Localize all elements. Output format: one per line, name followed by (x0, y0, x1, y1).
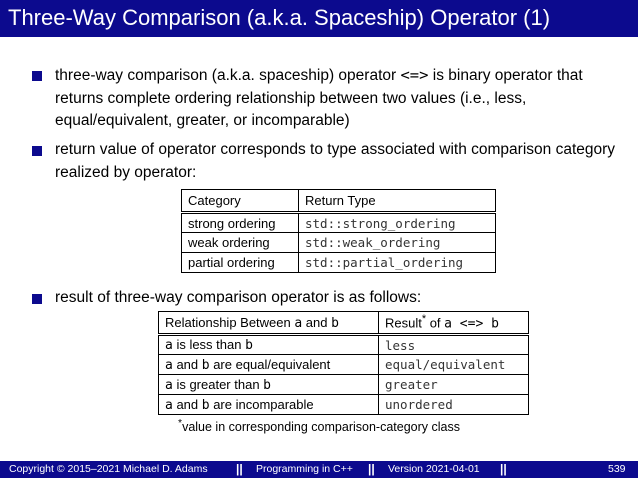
table-header-row (182, 190, 496, 213)
operand-code: b (263, 377, 271, 393)
header-text: of (426, 315, 445, 331)
page-number: 539 (608, 463, 626, 475)
footnote-marker: * (178, 418, 183, 429)
header-category: Category (182, 190, 299, 213)
category-cell: partial ordering (182, 253, 299, 273)
footnote-text: value in corresponding comparison-category class (182, 420, 460, 435)
result-table-body (159, 335, 529, 415)
relationship-text: are incomparable (209, 396, 314, 412)
footer-copyright: Copyright © 2015–2021 Michael D. Adams (9, 463, 208, 475)
bullet-1-pre: three-way comparison (a.k.a. spaceship) operator (55, 67, 401, 84)
footer-separator: || (500, 462, 507, 476)
bullet-text-2: return value of operator corresponds to type associated with comparison category realized by operator: (55, 141, 616, 181)
operand-code: b (201, 357, 210, 373)
footer-separator: || (236, 462, 243, 476)
table-row (159, 335, 529, 355)
title-bar (0, 0, 638, 37)
bullet-marker (32, 294, 42, 304)
header-code-a: a (294, 315, 303, 331)
table-header-row (159, 312, 529, 335)
result-table (158, 311, 529, 415)
relationship-text: is greater than (172, 376, 264, 392)
relationship-cell (159, 335, 379, 355)
operand-code: a (165, 377, 173, 393)
result-cell: less (379, 335, 529, 355)
operand-code: a (165, 357, 173, 373)
relationship-text: and (172, 356, 202, 372)
category-cell: weak ordering (182, 233, 299, 253)
header-result (379, 312, 529, 335)
return-type-cell: std::strong_ordering (299, 213, 496, 233)
relationship-text: and (172, 396, 202, 412)
table-row (159, 375, 529, 395)
result-cell: equal/equivalent (379, 355, 529, 375)
footer-bar (0, 461, 638, 478)
footer-course: Programming in C++ (256, 463, 353, 475)
return-type-cell: std::partial_ordering (299, 253, 496, 273)
header-text: Result (385, 315, 422, 331)
table-row (159, 355, 529, 375)
relationship-cell (159, 355, 379, 375)
slide-title: Three-Way Comparison (a.k.a. Spaceship) Operator (1) (8, 5, 551, 30)
header-text: Relationship Between (165, 314, 295, 330)
header-code-b: b (331, 315, 339, 331)
result-cell: unordered (379, 395, 529, 415)
bullet-marker (32, 146, 42, 156)
header-return-type: Return Type (299, 190, 496, 213)
operand-code: b (201, 397, 210, 413)
bullet-1-post: is binary operator that returns complete ordering relationship between two values (i.e., less, equal/equivalent, greater, or incomparable) (55, 67, 583, 129)
category-cell: strong ordering (182, 213, 299, 233)
footnote (178, 418, 460, 434)
operand-code: a (165, 397, 173, 413)
header-text: and (302, 314, 332, 330)
bullet-text-3: result of three-way comparison operator is as follows: (55, 289, 422, 306)
relationship-cell (159, 395, 379, 415)
spaceship-code: <=> (400, 66, 429, 84)
operand-code: a (165, 338, 173, 353)
relationship-text: are equal/equivalent (209, 356, 331, 372)
header-relationship (159, 312, 379, 335)
table-row (182, 253, 496, 273)
footer-separator: || (368, 462, 375, 476)
table-row (182, 213, 496, 233)
table-row (182, 233, 496, 253)
category-table (181, 189, 496, 273)
result-cell: greater (379, 375, 529, 395)
header-code: a <=> b (444, 316, 499, 332)
relationship-cell (159, 375, 379, 395)
table-row (159, 395, 529, 415)
operand-code: b (245, 338, 253, 353)
return-type-cell: std::weak_ordering (299, 233, 496, 253)
footer-version: Version 2021-04-01 (388, 463, 480, 475)
bullet-text-1 (55, 64, 625, 133)
bullet-marker (32, 71, 42, 81)
footnote-marker: * (421, 313, 427, 326)
relationship-text: is less than (172, 337, 246, 352)
